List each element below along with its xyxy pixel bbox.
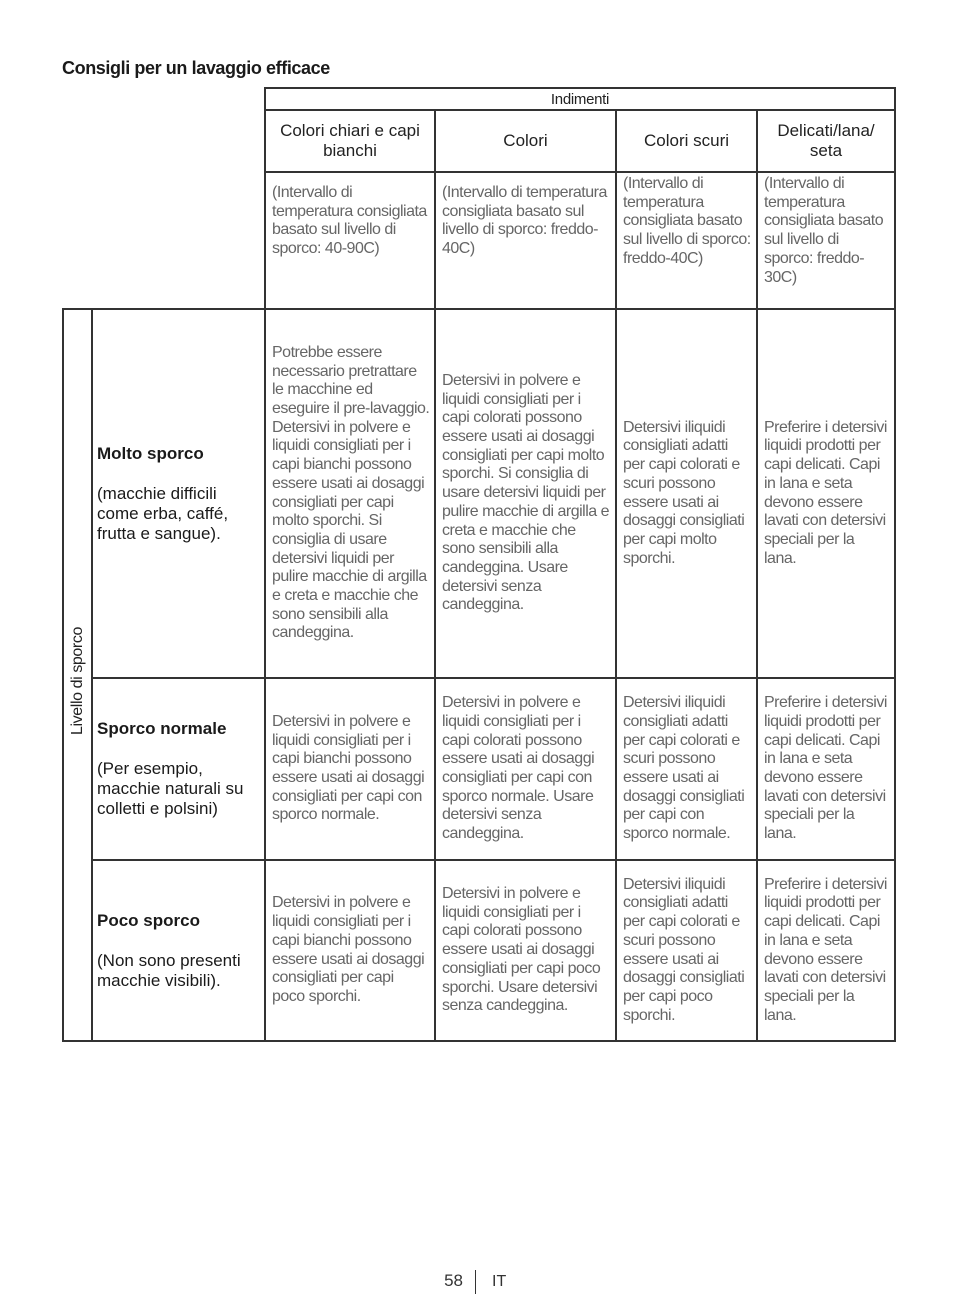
- page-footer: [0, 1270, 954, 1294]
- table-cell: Detersivi in polvere e liquidi consigliati per i capi bianchi possono essere usati ai dosaggi consigliati per capi poco sporchi.: [265, 860, 435, 1041]
- empty-corner: [63, 172, 265, 309]
- page-number: 58: [444, 1271, 463, 1290]
- row-description: (Per esempio, macchie naturali su colletti e polsini): [97, 759, 244, 818]
- table-cell: Detersivi in polvere e liquidi consigliati per i capi bianchi possono essere usati ai dosaggi consigliati per capi con sporco normale.: [265, 678, 435, 860]
- table-cell: Detersivi iliquidi consigliati adatti per capi colorati e scuri possono essere usati ai dosaggi consigliati per capi molto sporchi.: [616, 309, 757, 678]
- column-header: Colori: [435, 110, 616, 172]
- group-header: Indimenti: [265, 88, 895, 110]
- row-title: Poco sporco: [97, 910, 200, 930]
- temperature-range: (Intervallo di temperatura consigliata basato sul livello di sporco: freddo-30C): [757, 172, 895, 309]
- row-title: Sporco normale: [97, 719, 227, 738]
- side-label-cell: [63, 309, 92, 1041]
- footer-divider: [475, 1270, 476, 1294]
- empty-corner: [63, 110, 265, 172]
- washing-tips-table: [62, 87, 896, 1042]
- column-header: Colori scuri: [616, 110, 757, 172]
- table-cell: Detersivi in polvere e liquidi consigliati per i capi colorati possono essere usati ai dosaggi consigliati per capi molto sporchi. Si consiglia di usare detersivi liquidi per pulire macchie di argilla e creta e macchie che sono sensibili alla candeggina. Usare detersivi senza candeggina.: [435, 309, 616, 678]
- page-title: Consigli per un lavaggio efficace: [62, 58, 330, 78]
- temperature-range: (Intervallo di temperatura consigliata basato sul livello di sporco: freddo-40C): [435, 172, 616, 309]
- row-header: [92, 309, 265, 678]
- empty-corner: [63, 88, 265, 110]
- table-cell: Preferire i detersivi liquidi prodotti per capi delicati. Capi in lana e seta devono essere lavati con detersivi speciali per la lana.: [757, 860, 895, 1041]
- side-label: Livello di sporco: [68, 627, 86, 735]
- temperature-range: (Intervallo di temperatura consigliata basato sul livello di sporco: 40-90C): [265, 172, 435, 309]
- table-cell: Detersivi in polvere e liquidi consigliati per i capi colorati possono essere usati ai dosaggi consigliati per capi poco sporchi. Usare detersivi senza candeggina.: [435, 860, 616, 1041]
- table-cell: Preferire i detersivi liquidi prodotti per capi delicati. Capi in lana e seta devono essere lavati con detersivi speciali per la lana.: [757, 678, 895, 860]
- row-title: Molto sporco: [97, 443, 204, 463]
- table-cell: Detersivi iliquidi consigliati adatti per capi colorati e scuri possono essere usati ai dosaggi consigliati per capi poco sporchi.: [616, 860, 757, 1041]
- table-cell: Preferire i detersivi liquidi prodotti per capi delicati. Capi in lana e seta devono essere lavati con detersivi speciali per la lana.: [757, 309, 895, 678]
- table-cell: Detersivi in polvere e liquidi consigliati per i capi colorati possono essere usati ai dosaggi consigliati per capi con sporco normale. Usare detersivi senza candeggina.: [435, 678, 616, 860]
- row-description: (Non sono presenti macchie visibili).: [97, 950, 241, 990]
- language-code: IT: [492, 1273, 507, 1290]
- row-header: [92, 860, 265, 1041]
- row-header: [92, 678, 265, 860]
- temperature-range: (Intervallo di temperatura consigliata basato sul livello di sporco: freddo-40C): [616, 172, 757, 309]
- table-cell: Potrebbe essere necessario pretrattare le macchine ed eseguire il pre-lavaggio. Detersivi in polvere e liquidi consigliati per i capi bianchi possono essere usati ai dosaggi consigliati per capi molto sporchi. Si consiglia di usare detersivi liquidi per pulire macchie di argilla e creta e macchie che sono sensibili alla candeggina.: [265, 309, 435, 678]
- column-header: Colori chiari e capi bianchi: [265, 110, 435, 172]
- column-header: Delicati/lana/ seta: [757, 110, 895, 172]
- table-cell: Detersivi iliquidi consigliati adatti per capi colorati e scuri possono essere usati ai dosaggi consigliati per capi con sporco normale.: [616, 678, 757, 860]
- row-description: (macchie difficili come erba, caffé, frutta e sangue).: [97, 483, 229, 543]
